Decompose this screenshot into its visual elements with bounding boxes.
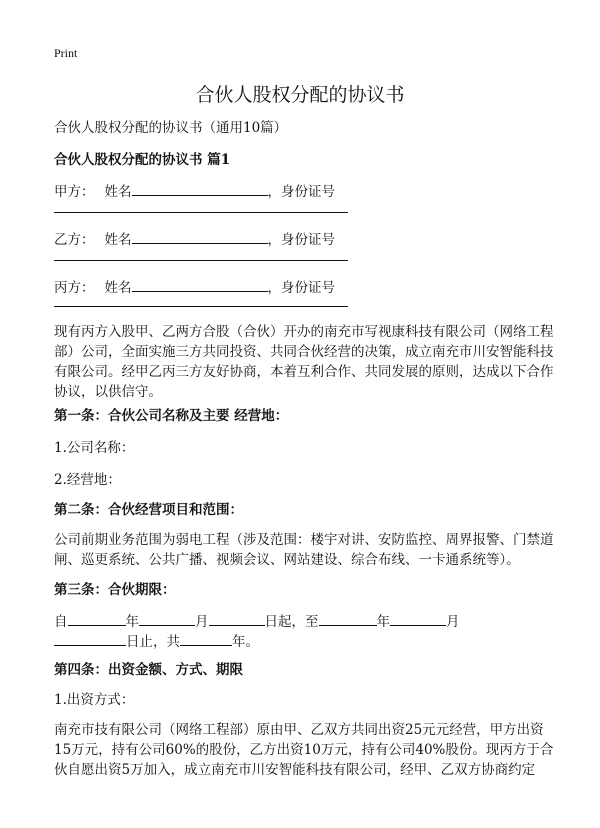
day-from-label: 日起，至 bbox=[264, 614, 319, 630]
article-1-item-1: 1.公司名称： bbox=[54, 440, 135, 456]
article-2-heading: 第二条：合伙经营项目和范围： bbox=[54, 502, 243, 518]
total-years-blank[interactable] bbox=[180, 630, 232, 646]
name-label: 姓名 bbox=[104, 232, 132, 248]
name-blank[interactable] bbox=[132, 276, 268, 292]
party-role-label: 丙方： bbox=[54, 280, 95, 296]
party-role-label: 乙方： bbox=[54, 232, 95, 248]
party-a-row bbox=[54, 180, 335, 202]
article-1-item-2: 2.经营地： bbox=[54, 472, 121, 488]
id-label: ，身份证号 bbox=[267, 232, 335, 248]
id-blank-line[interactable] bbox=[54, 306, 348, 307]
term-row-1 bbox=[54, 610, 460, 632]
end-month-blank[interactable] bbox=[390, 610, 446, 626]
name-blank[interactable] bbox=[132, 228, 268, 244]
day-until-label: 日止，共 bbox=[126, 634, 180, 650]
year-label: 年 bbox=[125, 614, 139, 630]
start-month-blank[interactable] bbox=[139, 610, 195, 626]
from-label: 自 bbox=[54, 614, 68, 630]
article-3-heading: 第三条：合伙期限： bbox=[54, 582, 176, 598]
id-label: ，身份证号 bbox=[267, 184, 335, 200]
year-label: 年 bbox=[376, 614, 390, 630]
name-blank[interactable] bbox=[132, 180, 268, 196]
name-label: 姓名 bbox=[104, 280, 132, 296]
start-day-blank[interactable] bbox=[209, 610, 265, 626]
id-label: ，身份证号 bbox=[267, 280, 335, 296]
term-row-2 bbox=[54, 630, 259, 652]
month-label: 月 bbox=[195, 614, 209, 630]
intro-paragraph: 现有丙方入股甲、乙两方合股（合伙）开办的南充市写视康科技有限公司（网络工程部）公司，全面实施三方共同投资、共同合伙经营的决策，成立南充市川安智能科技有限公司。经甲乙丙三方友好协商，本着互利合作、共同发展的原则，达成以下合作协议，以供信守。 bbox=[54, 324, 554, 400]
document-subtitle: 合伙人股权分配的协议书（通用10篇） bbox=[54, 120, 288, 136]
start-year-blank[interactable] bbox=[68, 610, 126, 626]
article-2-text: 公司前期业务范围为弱电工程（涉及范围：楼宇对讲、安防监控、周界报警、门禁道闸、巡更系统、公共广播、视频会议、网站建设、综合布线、一卡通系统等）。 bbox=[54, 532, 554, 568]
article-4-item-1: 1.出资方式： bbox=[54, 692, 135, 708]
id-blank-line[interactable] bbox=[54, 212, 348, 213]
document-title: 合伙人股权分配的协议书 bbox=[195, 84, 405, 106]
end-year-blank[interactable] bbox=[319, 610, 377, 626]
years-total-label: 年。 bbox=[232, 634, 259, 650]
party-c-row bbox=[54, 276, 335, 298]
print-link[interactable]: Print bbox=[54, 46, 78, 60]
end-day-blank[interactable] bbox=[54, 630, 126, 646]
article-4-text: 南充市技有限公司（网络工程部）原由甲、乙双方共同出资25元元经营，甲方出资15万元，持有公司60%的股份，乙方出资10万元，持有公司40%股份。现丙方于合伙自愿出资5万加入，成立南充市川安智能科技有限公司，经甲、乙双方协商约定 bbox=[54, 722, 554, 778]
month-label: 月 bbox=[446, 614, 460, 630]
name-label: 姓名 bbox=[104, 184, 132, 200]
article-4-heading: 第四条：出资金额、方式、期限 bbox=[54, 662, 243, 678]
article-1-heading: 第一条：合伙公司名称及主要 经营地： bbox=[54, 408, 289, 424]
section-title: 合伙人股权分配的协议书 篇1 bbox=[54, 152, 231, 168]
party-b-row bbox=[54, 228, 335, 250]
id-blank-line[interactable] bbox=[54, 260, 348, 261]
party-role-label: 甲方： bbox=[54, 184, 95, 200]
